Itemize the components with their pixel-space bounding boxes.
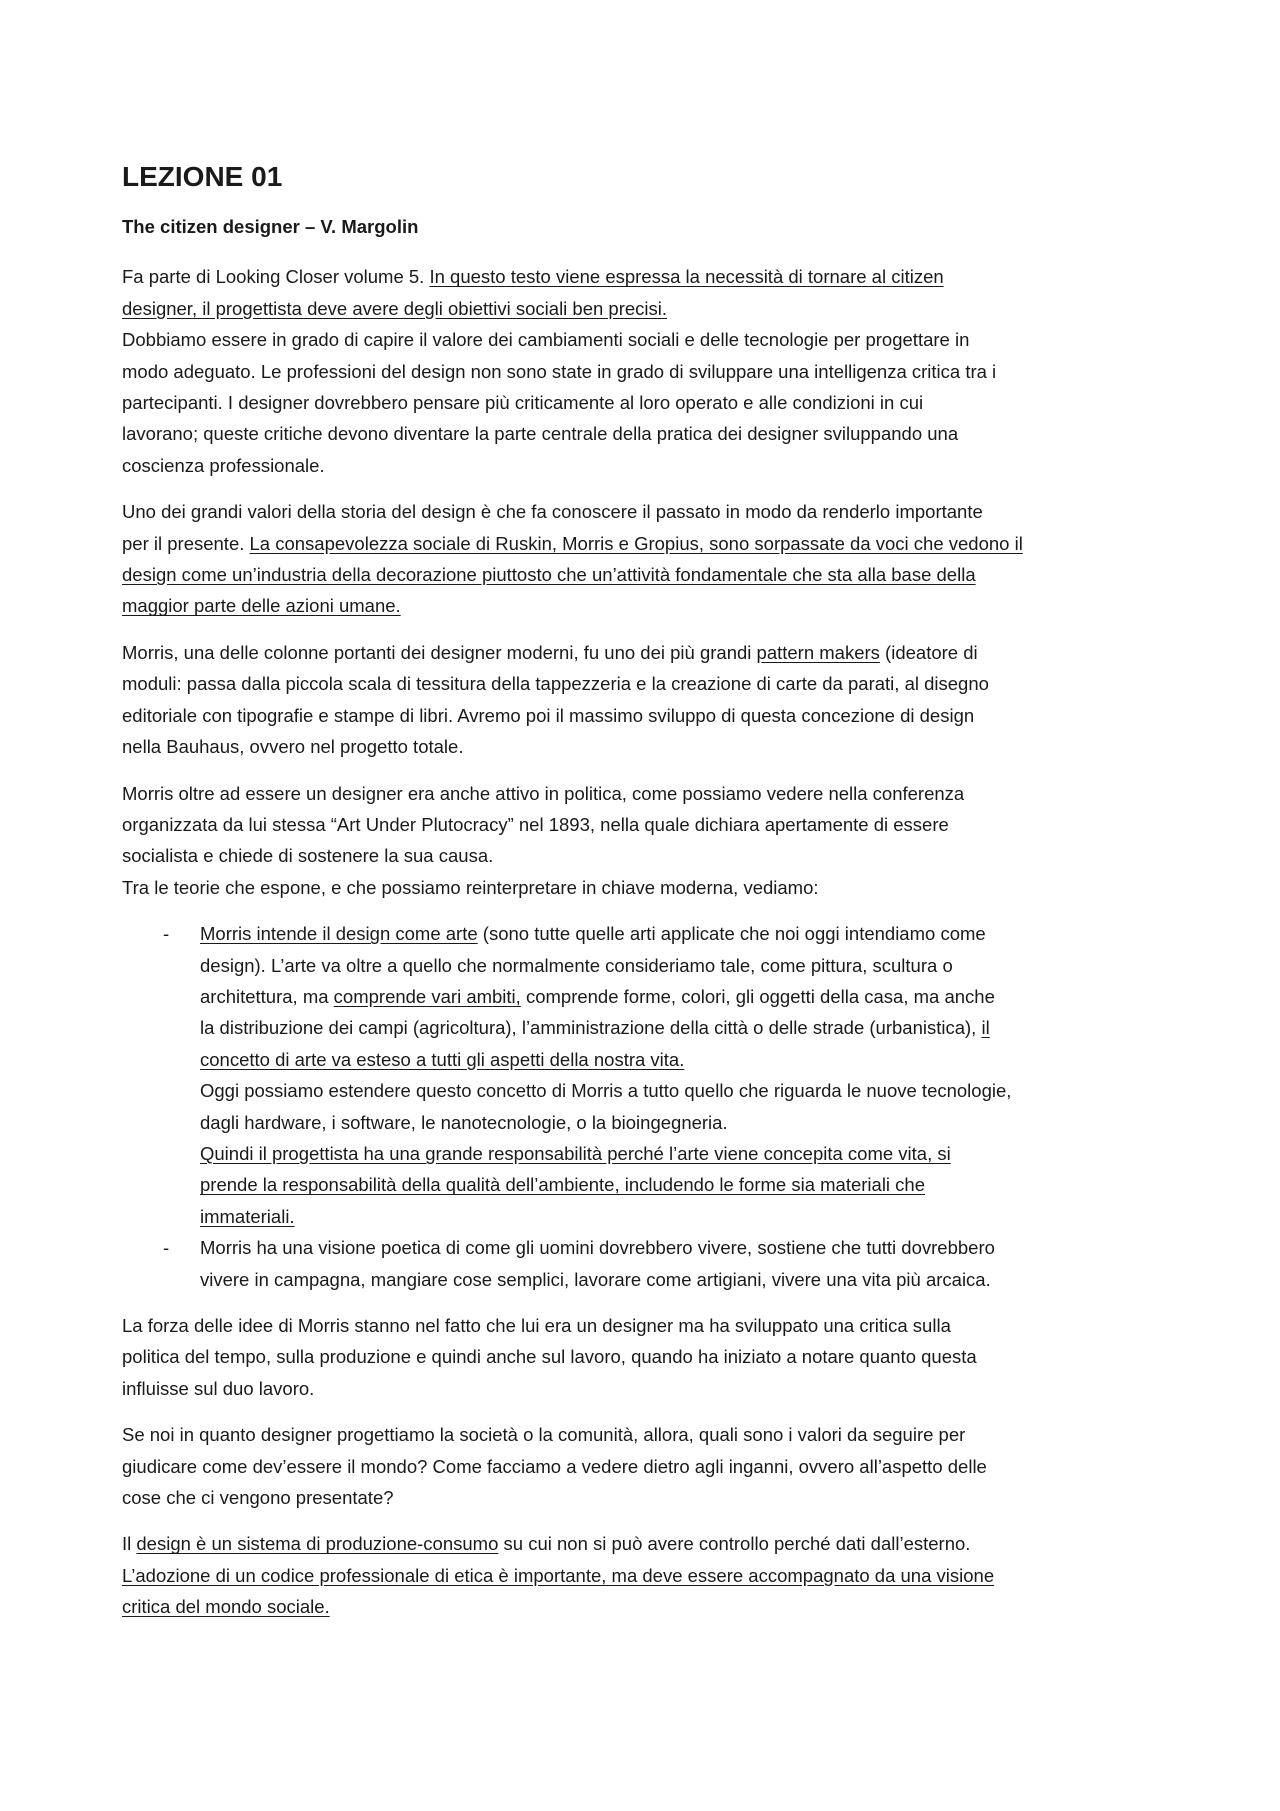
text-span: Morris, una delle colonne portanti dei designer moderni, fu uno dei più grandi	[122, 641, 757, 663]
paragraph	[122, 1310, 1182, 1404]
text-line	[200, 1264, 1182, 1295]
paragraph	[122, 261, 1182, 481]
text-span: Oggi possiamo estendere questo concetto di Morris a tutto quello che riguarda le nuove tecnologie,	[200, 1080, 1012, 1102]
underlined-text: La consapevolezza sociale di Ruskin, Morris e Gropius, sono sorpassate da voci che vedono il	[249, 532, 1023, 554]
text-line	[122, 1341, 1182, 1372]
text-span: su cui non si può avere controllo perché dati dall’esterno.	[498, 1533, 971, 1555]
text-line	[122, 261, 1182, 292]
text-line	[122, 840, 1182, 871]
text-line	[122, 1560, 1182, 1591]
text-span: giudicare come dev’essere il mondo? Come facciamo a vedere dietro agli inganni, ovvero all’aspetto delle	[122, 1455, 987, 1477]
text-span: moduli: passa dalla piccola scala di tessitura della tappezzeria e la creazione di carte da parati, al disegno	[122, 673, 989, 695]
underlined-text: comprende vari ambiti,	[333, 985, 521, 1007]
text-line	[122, 450, 1182, 481]
text-span: Il	[122, 1533, 137, 1555]
text-line	[122, 528, 1182, 559]
text-line	[200, 1169, 1182, 1200]
underlined-text: Morris intende il design come arte	[200, 923, 478, 945]
text-span: cose che ci vengono presentate?	[122, 1487, 394, 1509]
bullet-dash: -	[163, 923, 170, 945]
text-line	[200, 1232, 1182, 1263]
text-span: (ideatore di	[879, 641, 978, 663]
underlined-text: Quindi il progettista ha una grande responsabilità perché l’arte viene concepita come vita, si	[200, 1142, 951, 1164]
text-line	[122, 731, 1182, 762]
text-line	[122, 778, 1182, 809]
text-span: coscienza professionale.	[122, 454, 325, 476]
text-line	[122, 1373, 1182, 1404]
text-line	[122, 496, 1182, 527]
underlined-text: pattern makers	[756, 641, 880, 663]
text-span: organizzata da lui stessa “Art Under Plutocracy” nel 1893, nella quale dichiara apertamente di essere	[122, 813, 949, 835]
text-line	[122, 1419, 1182, 1450]
text-line	[122, 387, 1182, 418]
underlined-text: In questo testo viene espressa la necessità di tornare al citizen	[429, 266, 944, 288]
text-span: vivere in campagna, mangiare cose semplici, lavorare come artigiani, vivere una vita più arcaica.	[200, 1268, 991, 1290]
underlined-text: L’adozione di un codice professionale di etica è importante, ma deve essere accompagnato da una visione	[122, 1564, 995, 1586]
bullet-list	[122, 918, 1182, 1295]
bullet-dash: -	[163, 1237, 170, 1259]
paragraph	[122, 1528, 1182, 1622]
text-span: Dobbiamo essere in grado di capire il valore dei cambiamenti sociali e delle tecnologie per progettare in	[122, 329, 970, 351]
list-item	[122, 918, 1182, 1232]
list-item	[122, 1232, 1182, 1295]
text-span: nella Bauhaus, ovvero nel progetto totale.	[122, 736, 464, 758]
text-span: dagli hardware, i software, le nanotecnologie, o la bioingegneria.	[200, 1111, 728, 1133]
text-line	[122, 418, 1182, 449]
text-line	[122, 668, 1182, 699]
paragraph	[122, 637, 1182, 763]
text-line	[200, 1138, 1182, 1169]
text-span: per il presente.	[122, 532, 250, 554]
text-line	[122, 356, 1182, 387]
text-span: architettura, ma	[200, 985, 334, 1007]
paragraph	[122, 1419, 1182, 1513]
document-body	[122, 261, 1182, 1622]
underlined-text: immateriali.	[200, 1205, 295, 1227]
underlined-text: designer, il progettista deve avere degli obiettivi sociali ben precisi.	[122, 297, 668, 319]
text-span: Morris ha una visione poetica di come gli uomini dovrebbero vivere, sostiene che tutti dovrebbero	[200, 1237, 995, 1259]
underlined-text: maggior parte delle azioni umane.	[122, 595, 401, 617]
underlined-text: design è un sistema di produzione-consumo	[136, 1533, 499, 1555]
text-line	[200, 1044, 1182, 1075]
text-line	[200, 1107, 1182, 1138]
text-span: Tra le teorie che espone, e che possiamo reinterpretare in chiave moderna, vediamo:	[122, 876, 819, 898]
text-line	[122, 1451, 1182, 1482]
text-line	[200, 950, 1182, 981]
paragraph	[122, 778, 1182, 904]
text-span: influisse sul duo lavoro.	[122, 1377, 315, 1399]
text-line	[122, 1482, 1182, 1513]
text-line	[122, 637, 1182, 668]
lesson-title: LEZIONE 01	[122, 161, 283, 192]
text-line	[200, 981, 1182, 1012]
text-span: design). L’arte va oltre a quello che normalmente consideriamo tale, come pittura, scultura o	[200, 954, 953, 976]
text-span: comprende forme, colori, gli oggetti della casa, ma anche	[520, 985, 995, 1007]
paragraph	[122, 496, 1182, 622]
text-span: modo adeguato. Le professioni del design non sono state in grado di sviluppare una intelligenza critica tra i	[122, 360, 997, 382]
text-line	[200, 1012, 1182, 1043]
text-span: (sono tutte quelle arti applicate che noi oggi intendiamo come	[477, 923, 986, 945]
underlined-text: il	[981, 1017, 990, 1039]
text-line	[122, 1591, 1182, 1622]
text-span: La forza delle idee di Morris stanno nel fatto che lui era un designer ma ha sviluppato una critica sulla	[122, 1315, 951, 1336]
underlined-text: prende la responsabilità della qualità dell’ambiente, includendo le forme sia materiali che	[200, 1174, 926, 1196]
text-line	[200, 918, 1182, 949]
text-line	[122, 700, 1182, 731]
text-line	[122, 293, 1182, 324]
text-line	[122, 809, 1182, 840]
text-line	[122, 590, 1182, 621]
text-line	[122, 1310, 1182, 1341]
underlined-text: critica del mondo sociale.	[122, 1596, 330, 1618]
text-span: Fa parte di Looking Closer volume 5.	[122, 266, 430, 288]
text-line	[122, 1528, 1182, 1559]
document-page	[122, 157, 1182, 1638]
text-line	[122, 324, 1182, 355]
section-subtitle: The citizen designer – V. Margolin	[122, 216, 419, 237]
text-line	[200, 1075, 1182, 1106]
text-span: Morris oltre ad essere un designer era anche attivo in politica, come possiamo vedere nella conferenza	[122, 782, 965, 804]
text-span: Uno dei grandi valori della storia del design è che fa conoscere il passato in modo da renderlo importante	[122, 501, 983, 523]
text-line	[122, 559, 1182, 590]
text-line	[200, 1201, 1182, 1232]
text-span: editoriale con tipografie e stampe di libri. Avremo poi il massimo sviluppo di questa concezione di design	[122, 704, 975, 726]
underlined-text: concetto di arte va esteso a tutti gli aspetti della nostra vita.	[200, 1048, 685, 1070]
text-line	[122, 872, 1182, 903]
text-span: la distribuzione dei campi (agricoltura), l’amministrazione della città o delle strade (urbanistica),	[200, 1017, 982, 1039]
text-span: partecipanti. I designer dovrebbero pensare più criticamente al loro operato e alle condizioni in cui	[122, 392, 924, 414]
underlined-text: design come un’industria della decorazione piuttosto che un’attività fondamentale che sta alla base della	[122, 564, 976, 586]
text-span: lavorano; queste critiche devono diventare la parte centrale della pratica dei designer sviluppando una	[122, 423, 959, 445]
text-span: Se noi in quanto designer progettiamo la società o la comunità, allora, quali sono i valori da seguire per	[122, 1424, 966, 1446]
text-span: socialista e chiede di sostenere la sua causa.	[122, 845, 494, 867]
text-span: politica del tempo, sulla produzione e quindi anche sul lavoro, quando ha iniziato a notare quanto questa	[122, 1346, 977, 1368]
